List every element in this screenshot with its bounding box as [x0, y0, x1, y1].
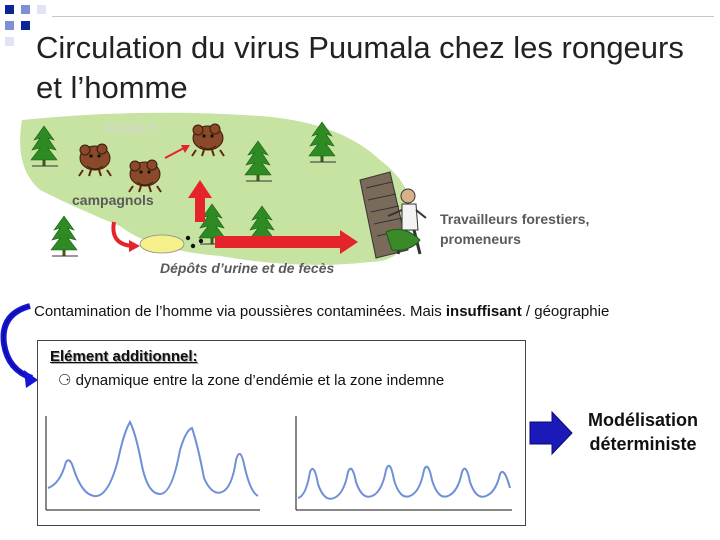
workers-label	[440, 209, 589, 249]
free-plot	[296, 416, 512, 510]
box-bullet-text: dynamique entre la zone d’endémie et la zone indemne	[75, 372, 445, 389]
workers-label-line1: Travailleurs forestiers,	[440, 211, 590, 227]
endemic-wave	[48, 422, 258, 496]
dynamics-plots	[38, 400, 524, 524]
tree-icon	[51, 216, 78, 256]
model-label-line2: déterministe	[589, 434, 697, 454]
result-arrow-icon	[528, 410, 574, 456]
urine-icon	[140, 235, 184, 253]
free-wave	[298, 466, 510, 499]
box-heading: Elément additionnel:	[50, 348, 198, 365]
workers-label-line2: promeneurs	[440, 231, 521, 247]
contamination-plain: Contamination de l’homme via poussières contaminées. Mais	[34, 303, 446, 320]
model-label-line1: Modélisation	[587, 410, 698, 430]
rodents-label: campagnols	[72, 192, 154, 208]
model-label	[572, 408, 714, 456]
curved-arrow-blue-icon	[0, 300, 40, 390]
box-bullet	[58, 371, 444, 389]
contamination-bold: insuffisant	[445, 303, 522, 320]
contamination-tail: / géographie	[521, 303, 610, 320]
contamination-text	[34, 303, 609, 320]
forest-label: FORET	[104, 121, 158, 138]
clock-icon: ⚆	[58, 372, 72, 389]
slide-title: Circulation du virus Puumala chez les rongeurs et l’homme	[36, 30, 684, 105]
deposits-label: Dépôts d’urine et de fecès	[160, 260, 335, 276]
endemic-plot	[46, 416, 260, 510]
